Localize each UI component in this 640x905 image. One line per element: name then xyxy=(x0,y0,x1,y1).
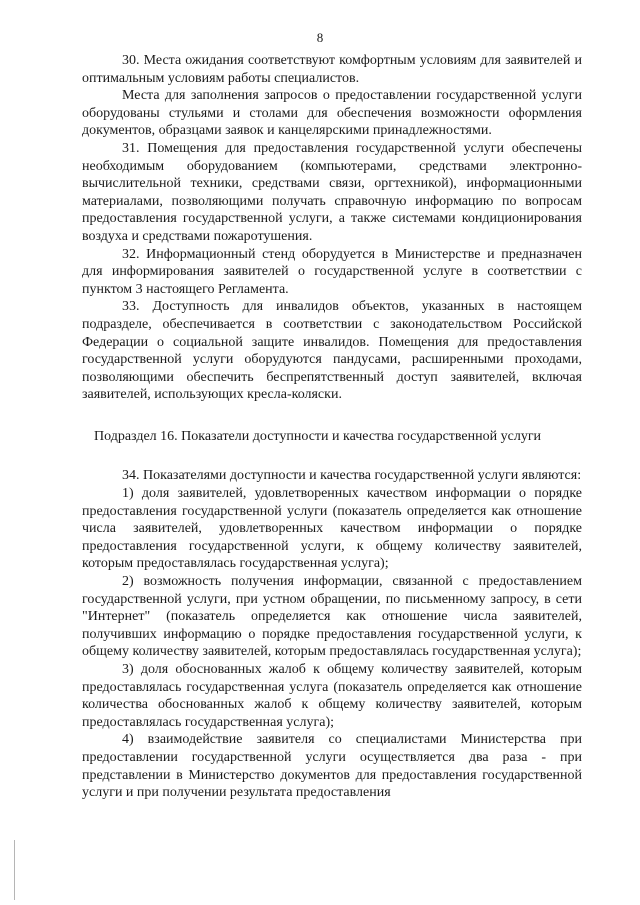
paragraph-33: 33. Доступность для инвалидов объектов, указанных в настоящем подразделе, обеспечивается в соответствии с законодательством Российской Федерации о социальной защите инвалидов. Помещения для предоставления государственной услуги оборудуются пандусами, расширенными проходами, позволяющими обеспечить беспрепятственный доступ заявителей, включая заявителей, использующих кресла-коляски. xyxy=(82,299,582,403)
list-item-3: 3) доля обоснованных жалоб к общему количеству заявителей, которым предоставлялась государственная услуга (показатель определяется как отношение количества обоснованных жалоб к общему количеству заявителей, которым предоставлялась государственная услуга); xyxy=(82,662,582,730)
paragraph-34: 34. Показателями доступности и качества государственной услуги являются: xyxy=(122,468,582,484)
page-number: 8 xyxy=(316,30,324,45)
list-item-4: 4) взаимодействие заявителя со специалистами Министерства при предоставлении государственной услуги осуществляется два раза - при представлении в Министерство документов для предоставления государственной услуги и при получении результата предоставления xyxy=(82,732,582,801)
list-item-2: 2) возможность получения информации, связанной с предоставлением государственной услуги, при устном обращении, по письменному запросу, в сети "Интернет" (показатель определяется как отношение числа заявителей, получивших информацию о порядке предоставления государственной услуги, к общему количеству заявителей, которым предоставлялась государственная услуга); xyxy=(82,574,582,660)
document-body xyxy=(82,52,582,802)
subsection-heading: Подраздел 16. Показатели доступности и качества государственной услуги xyxy=(94,428,542,444)
paragraph-31: 31. Помещения для предоставления государственной услуги обеспечены необходимым оборудованием (компьютерами, средствами электронно-вычислительной техники, средствами связи, оргтехникой), информационными материалами, позволяющими получать справочную информацию по вопросам предоставления государственной услуги, а также системами кондиционирования воздуха и средствами пожаротушения. xyxy=(82,140,582,244)
paragraph-32: 32. Информационный стенд оборудуется в Министерстве и предназначен для информирования заявителей о государственной услуге в соответствии с пунктом 3 настоящего Регламента. xyxy=(82,246,582,297)
paragraph-30: 30. Места ожидания соответствуют комфортным условиям для заявителей и оптимальным условиям работы специалистов. xyxy=(82,53,582,86)
list-item-1: 1) доля заявителей, удовлетворенных качеством информации о порядке предоставления государственной услуги (показатель определяется как отношение числа заявителей, удовлетворенных качеством информации о порядке предоставления государственной услуги, к общему количеству заявителей, которым предоставлялась государственная услуга); xyxy=(82,486,582,572)
scan-edge-line xyxy=(14,840,15,900)
paragraph-30-continued: Места для заполнения запросов о предоставлении государственной услуги оборудованы стульями и столами для обеспечения возможности оформления документов, образцами заявок и канцелярскими принадлежностями. xyxy=(82,88,582,139)
